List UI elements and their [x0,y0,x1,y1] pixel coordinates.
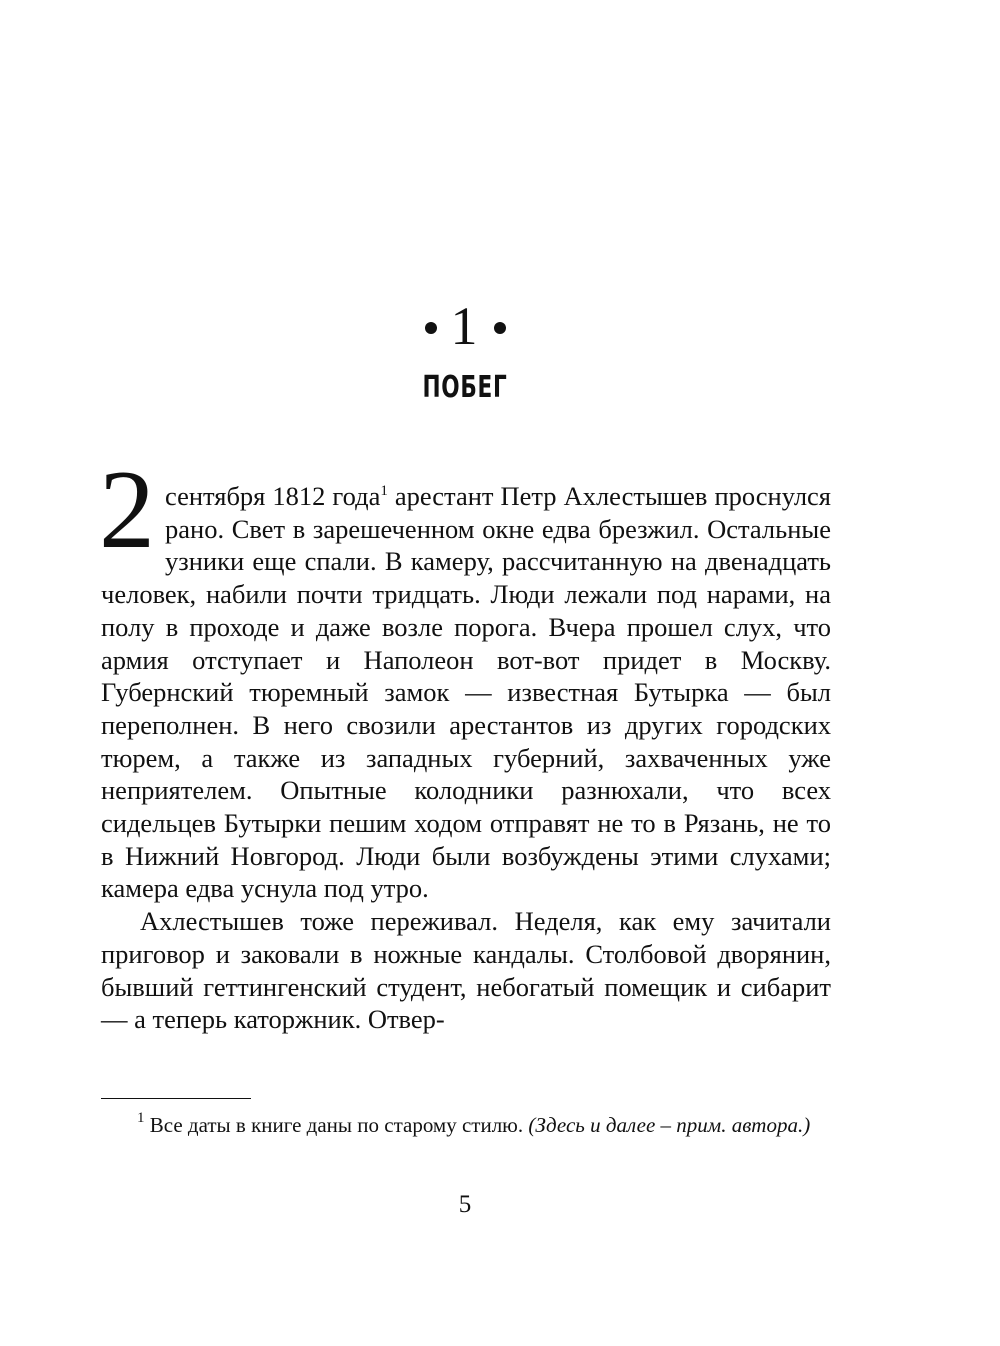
paragraph-2: Ахлестышев тоже переживал. Неделя, как ему зачитали приговор и заковали в ножные кандалы. Столбовой дворянин, бывший геттингенский студент, небогатый помещик и сибарит — а теперь каторжник. Отвер- [101,906,831,1035]
bullet-right [494,322,506,334]
chapter-title: ПОБЕГ [422,370,508,405]
footnote-divider [101,1098,251,1099]
footnote-body [101,1110,831,1140]
footnote-text: Все даты в книге даны по старому стилю. [149,1113,529,1137]
footnote-note: (Здесь и далее – прим. автора.) [528,1113,811,1137]
chapter-number-value: 1 [450,296,480,356]
footnote-reference: 1 [380,483,388,499]
paragraph-1-rest: арестант Петр Ахлестышев проснулся рано. Свет в зарешеченном окне едва брезжил. Остальные узники еще спали. В камеру, рассчитанную на двенадцать человек, набили почти тридцать. Люди лежали под нарами, на полу в проходе и даже возле порога. Вчера прошел слух, что армия отступает и Наполеон вот-вот придет в Москву. Губернский тюремный замок — известная Бутырка — был переполнен. В него свозили арестантов из других городских тюрем, а также из западных губерний, захваченных уже неприятелем. Опытные колодники разнюхали, что всех сидельцев Бутырки пешим ходом отправят не то в Рязань, не то в Нижний Новгород. Люди были возбуждены этими слухами; камера едва уснула под утро. [101,481,831,904]
footnote-marker: 1 [137,1110,145,1126]
bullet-left [425,322,437,334]
paragraph-1 [99,448,831,905]
main-text [99,448,831,1036]
paragraph-1-start: сентября 1812 года [165,481,381,511]
drop-cap: 2 [99,448,155,572]
footnote [101,1110,831,1140]
chapter-number [0,296,930,356]
page-number: 5 [458,1191,472,1218]
